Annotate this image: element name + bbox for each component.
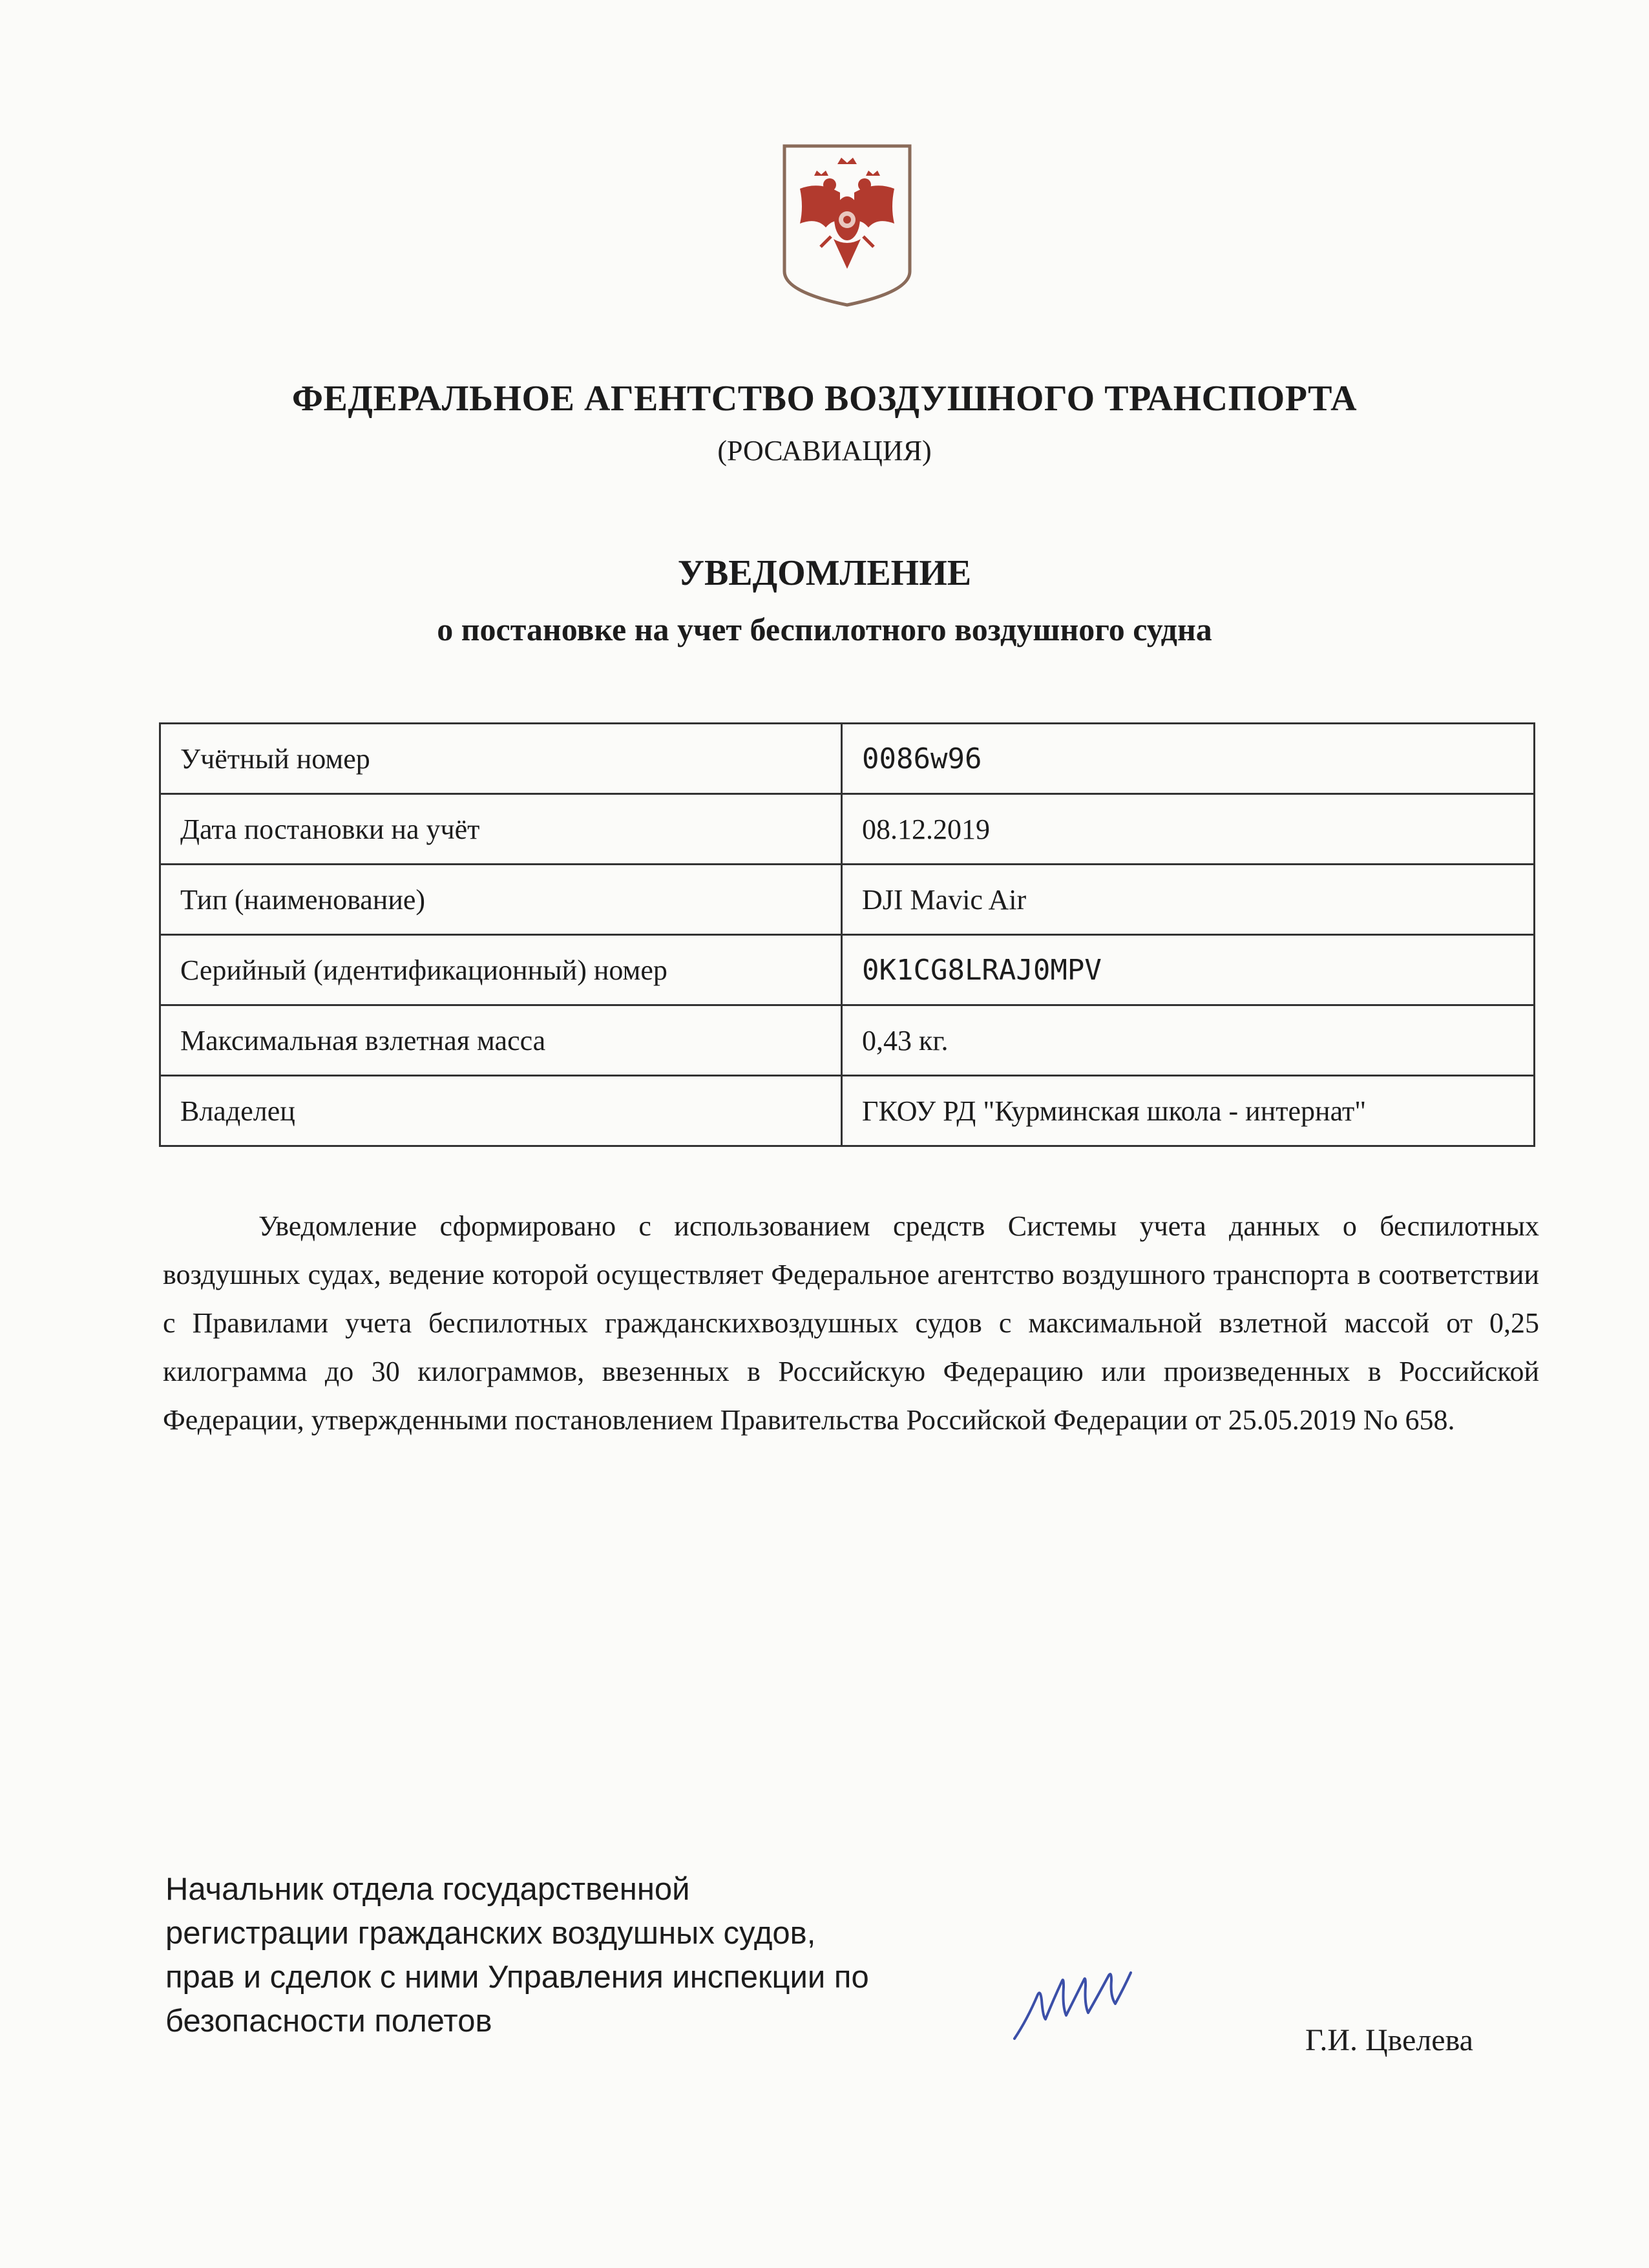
- value-serial-number: 0K1CG8LRAJ0MPV: [842, 935, 1535, 1005]
- label-max-takeoff-mass: Максимальная взлетная масса: [160, 1005, 842, 1076]
- table-row: [160, 794, 1535, 865]
- label-serial-number: Серийный (идентификационный) номер: [160, 935, 842, 1005]
- value-registration-number: 0086w96: [842, 724, 1535, 794]
- coat-of-arms-emblem: [781, 142, 914, 309]
- label-owner: Владелец: [160, 1076, 842, 1146]
- label-registration-number: Учётный номер: [160, 724, 842, 794]
- registration-table: [159, 722, 1535, 1147]
- handwritten-signature: [1008, 1961, 1157, 2045]
- table-row: [160, 935, 1535, 1005]
- label-aircraft-type: Тип (наименование): [160, 865, 842, 935]
- table-row: [160, 1005, 1535, 1076]
- table-row: [160, 865, 1535, 935]
- notice-paragraph: Уведомление сформировано с использованием средств Системы учета данных о беспилотных воздушных судах, ведение которой осуществляет Федеральное агентство воздушного транспорта в соответствии с Правилами учета беспилотных гражданскихвоздушных судов с максимальной взлетной массой от 0,25 килограмма до 30 килограммов, ввезенных в Российскую Федерацию или произведенных в Российской Федерации, утвержденными постановлением Правительства Российской Федерации от 25.05.2019 No 658.: [163, 1210, 1539, 1436]
- value-owner: ГКОУ РД "Курминская школа - интернат": [842, 1076, 1535, 1146]
- table-row: [160, 1076, 1535, 1146]
- signer-name: Г.И. Цвелева: [1305, 2023, 1473, 2057]
- value-registration-date: 08.12.2019: [842, 794, 1535, 865]
- agency-name: ФЕДЕРАЛЬНОЕ АГЕНТСТВО ВОЗДУШНОГО ТРАНСПОРТА: [291, 379, 1358, 419]
- value-aircraft-type: DJI Mavic Air: [842, 865, 1535, 935]
- agency-short-name: (РОСАВИАЦИЯ): [717, 435, 932, 467]
- label-registration-date: Дата постановки на учёт: [160, 794, 842, 865]
- table-row: [160, 724, 1535, 794]
- document-title: УВЕДОМЛЕНИЕ: [677, 553, 972, 593]
- value-max-takeoff-mass: 0,43 кг.: [842, 1005, 1535, 1076]
- signer-position: Начальник отдела государственной регистрации гражданских воздушных судов, прав и сделок с ними Управления инспекции по безопасности полетов: [165, 1872, 869, 2039]
- document-subtitle: о постановке на учет беспилотного воздушного судна: [437, 611, 1212, 647]
